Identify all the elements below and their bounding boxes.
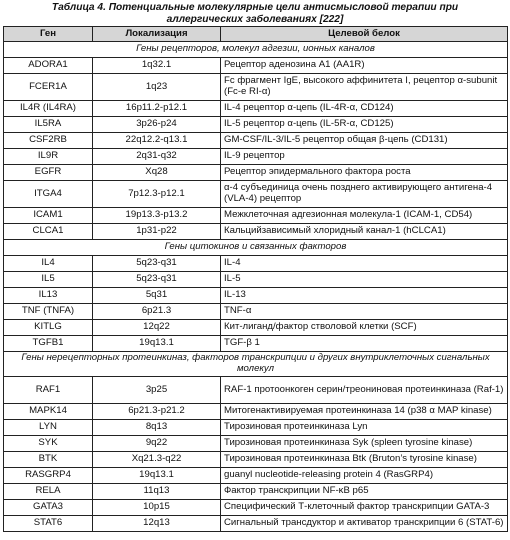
gene-cell: LYN — [4, 420, 93, 436]
table-row — [4, 516, 508, 532]
location-cell: 16p11.2-p12.1 — [93, 101, 221, 117]
gene-cell: IL9R — [4, 149, 93, 165]
table-row — [4, 436, 508, 452]
protein-cell: TGF-β 1 — [221, 336, 508, 352]
gene-cell: ITGA4 — [4, 181, 93, 208]
header-row — [4, 27, 508, 42]
location-cell: 1p31-p22 — [93, 224, 221, 240]
table-row — [4, 208, 508, 224]
table-row — [4, 74, 508, 101]
table-row — [4, 452, 508, 468]
protein-cell: Тирозиновая протеинкиназа Btk (Bruton’s tyrosine kinase) — [221, 452, 508, 468]
table-row — [4, 256, 508, 272]
protein-cell: RAF-1 протоонкоген серин/треониновая протеинкиназа (Raf-1) — [221, 377, 508, 404]
gene-cell: TGFB1 — [4, 336, 93, 352]
gene-cell: SYK — [4, 436, 93, 452]
location-cell: 6p21.3 — [93, 304, 221, 320]
location-cell: 3p26-p24 — [93, 117, 221, 133]
gene-cell: MAPK14 — [4, 404, 93, 420]
location-cell: 19q13.1 — [93, 336, 221, 352]
gene-cell: RELA — [4, 484, 93, 500]
gene-cell: GATA3 — [4, 500, 93, 516]
location-cell: 22q12.2-q13.1 — [93, 133, 221, 149]
table-row — [4, 404, 508, 420]
protein-cell: Кальцийзависимый хлоридный канал-1 (hCLCA1) — [221, 224, 508, 240]
protein-cell: guanyl nucleotide-releasing protein 4 (RasGRP4) — [221, 468, 508, 484]
gene-cell: IL5 — [4, 272, 93, 288]
table-row — [4, 320, 508, 336]
location-cell: 11q13 — [93, 484, 221, 500]
section-title: Гены нерецепторных протеинкиназ, факторов транскрипции и других внутриклеточных сигнальных молекул — [4, 352, 508, 377]
protein-cell: Фактор транскрипции NF-κB p65 — [221, 484, 508, 500]
location-cell: 5q23-q31 — [93, 272, 221, 288]
gene-cell: IL4R (IL4RA) — [4, 101, 93, 117]
protein-cell: Рецептор эпидермального фактора роста — [221, 165, 508, 181]
protein-cell: GM-CSF/IL-3/IL-5 рецептор общая β-цепь (CD131) — [221, 133, 508, 149]
location-cell: 5q23-q31 — [93, 256, 221, 272]
location-cell: 3p25 — [93, 377, 221, 404]
table-body — [4, 42, 508, 532]
location-cell: 8q13 — [93, 420, 221, 436]
location-cell: Xq28 — [93, 165, 221, 181]
section-title: Гены цитокинов и связанных факторов — [4, 240, 508, 256]
location-cell: 19q13.1 — [93, 468, 221, 484]
protein-cell: IL-4 — [221, 256, 508, 272]
table-row — [4, 288, 508, 304]
gene-cell: TNF (TNFA) — [4, 304, 93, 320]
gene-cell: RAF1 — [4, 377, 93, 404]
protein-cell: Тирозиновая протеинкиназа Syk (spleen tyrosine kinase) — [221, 436, 508, 452]
table-row — [4, 224, 508, 240]
gene-targets-table — [3, 26, 508, 532]
location-cell: 6p21.3-p21.2 — [93, 404, 221, 420]
gene-cell: IL4 — [4, 256, 93, 272]
section-row — [4, 352, 508, 377]
protein-cell: IL-9 рецептор — [221, 149, 508, 165]
gene-cell: FCER1A — [4, 74, 93, 101]
protein-cell: IL-5 рецептор α-цепь (IL-5R-α, CD125) — [221, 117, 508, 133]
table-row — [4, 117, 508, 133]
protein-cell: Специфический Т-клеточный фактор транскрипции GATA-3 — [221, 500, 508, 516]
protein-cell: Сигнальный трансдуктор и активатор транскрипции 6 (STAT-6) — [221, 516, 508, 532]
location-cell: 7p12.3-p12.1 — [93, 181, 221, 208]
gene-cell: RASGRP4 — [4, 468, 93, 484]
header-protein: Целевой белок — [221, 27, 508, 42]
table-caption: Таблица 4. Потенциальные молекулярные цели антисмысловой терапии при аллергических заболеваниях [222] — [51, 2, 459, 25]
gene-cell: CLCA1 — [4, 224, 93, 240]
location-cell: 1q32.1 — [93, 58, 221, 74]
location-cell: 2q31-q32 — [93, 149, 221, 165]
protein-cell: IL-5 — [221, 272, 508, 288]
protein-cell: Рецептор аденозина А1 (AA1R) — [221, 58, 508, 74]
protein-cell: Кит-лиганд/фактор стволовой клетки (SCF) — [221, 320, 508, 336]
gene-cell: CSF2RB — [4, 133, 93, 149]
location-cell: 10p15 — [93, 500, 221, 516]
protein-cell: TNF-α — [221, 304, 508, 320]
protein-cell: IL-13 — [221, 288, 508, 304]
gene-cell: STAT6 — [4, 516, 93, 532]
location-cell: 12q22 — [93, 320, 221, 336]
table-row — [4, 58, 508, 74]
section-row — [4, 42, 508, 58]
table-row — [4, 304, 508, 320]
table-row — [4, 420, 508, 436]
protein-cell: IL-4 рецептор α-цепь (IL-4R-α, CD124) — [221, 101, 508, 117]
table-row — [4, 484, 508, 500]
gene-cell: IL5RA — [4, 117, 93, 133]
gene-cell: KITLG — [4, 320, 93, 336]
table-row — [4, 468, 508, 484]
protein-cell: α-4 субъединица очень позднего активирующего антигена-4 (VLA-4) рецептор — [221, 181, 508, 208]
table-row — [4, 181, 508, 208]
location-cell: Xq21.3-q22 — [93, 452, 221, 468]
table-row — [4, 133, 508, 149]
section-row — [4, 240, 508, 256]
table-row — [4, 500, 508, 516]
location-cell: 1q23 — [93, 74, 221, 101]
header-gene: Ген — [4, 27, 93, 42]
location-cell: 9q22 — [93, 436, 221, 452]
gene-cell: ADORA1 — [4, 58, 93, 74]
table-row — [4, 377, 508, 404]
gene-cell: BTK — [4, 452, 93, 468]
table-row — [4, 336, 508, 352]
protein-cell: Межклеточная адгезионная молекула-1 (ICAM-1, CD54) — [221, 208, 508, 224]
table-row — [4, 272, 508, 288]
protein-cell: Митогенактивируемая протеинкиназа 14 (p38 α MAP kinase) — [221, 404, 508, 420]
location-cell: 5q31 — [93, 288, 221, 304]
table-row — [4, 101, 508, 117]
gene-cell: IL13 — [4, 288, 93, 304]
location-cell: 12q13 — [93, 516, 221, 532]
gene-cell: EGFR — [4, 165, 93, 181]
table-row — [4, 165, 508, 181]
gene-cell: ICAM1 — [4, 208, 93, 224]
protein-cell: Тирозиновая протеинкиназа Lyn — [221, 420, 508, 436]
table-row — [4, 149, 508, 165]
section-title: Гены рецепторов, молекул адгезии, ионных каналов — [4, 42, 508, 58]
location-cell: 19p13.3-p13.2 — [93, 208, 221, 224]
header-location: Локализация — [93, 27, 221, 42]
protein-cell: Fc фрагмент IgE, высокого аффинитета I, рецептор α-subunit (Fc-e RI-α) — [221, 74, 508, 101]
